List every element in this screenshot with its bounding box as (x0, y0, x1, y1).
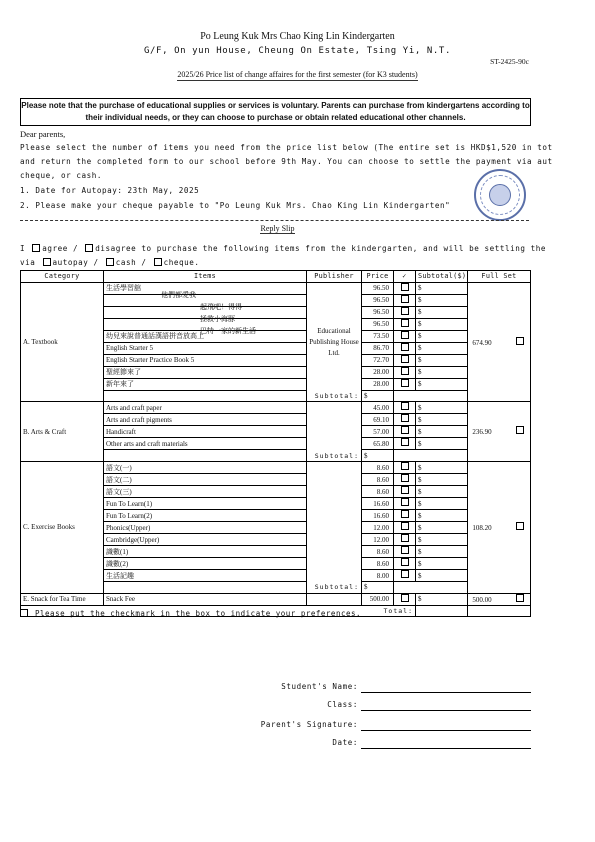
group-subtotal-cell[interactable]: $ (362, 582, 394, 594)
publisher-cell (307, 593, 362, 605)
price-cell: 57.00 (362, 426, 394, 438)
price-cell: 16.60 (362, 510, 394, 522)
item-name-text: 生活記趣 (106, 571, 134, 580)
item-checkbox[interactable] (394, 282, 416, 294)
subtotal-cell[interactable]: $ (416, 593, 468, 605)
checkbox-icon (401, 402, 409, 410)
item-name-sub: 他們都愛我 (161, 291, 196, 300)
item-name (104, 462, 307, 474)
checkbox-icon (401, 355, 409, 363)
footnote (20, 609, 361, 618)
checkbox-icon (401, 438, 409, 446)
checkbox-icon (401, 331, 409, 339)
item-checkbox[interactable] (394, 570, 416, 582)
item-checkbox[interactable] (394, 294, 416, 306)
item-checkbox[interactable] (394, 414, 416, 426)
item-name (104, 486, 307, 498)
item-name (104, 534, 307, 546)
item-name (104, 570, 307, 582)
item-name-text: Other arts and craft materials (106, 439, 188, 448)
item-name-sub: 巴特一家的新生活 (200, 327, 256, 336)
subtotal-label: Subtotal: (104, 450, 362, 462)
checkbox-icon (401, 546, 409, 554)
price-cell: 500.00 (362, 593, 394, 605)
item-checkbox[interactable] (394, 378, 416, 390)
category-cell: C. Exercise Books (21, 462, 104, 594)
subtotal-label: Subtotal: (104, 582, 362, 594)
subtotal-cell[interactable]: $ (416, 306, 468, 318)
item-name (104, 354, 307, 366)
school-address: G/F, On yun House, Cheung On Estate, Tsing Yi, N.T. (144, 46, 451, 56)
price-list-title-text: 2025/26 Price list of change affaires for the first semester (for K3 students) (177, 70, 418, 79)
table-row (21, 593, 531, 605)
checkbox-icon (401, 522, 409, 530)
full-set-cell[interactable] (468, 593, 531, 605)
class-field[interactable] (361, 709, 531, 711)
price-cell: 28.00 (362, 378, 394, 390)
item-name (104, 378, 307, 390)
reply-slip-title-text: Reply Slip (260, 224, 295, 233)
item-name (104, 474, 307, 486)
group-subtotal-cell[interactable]: $ (362, 390, 394, 402)
subtotal-cell[interactable]: $ (416, 558, 468, 570)
item-checkbox[interactable] (394, 522, 416, 534)
item-name-text: 聖經節來了 (106, 368, 141, 377)
full-set-checkbox[interactable] (516, 426, 524, 434)
school-seal-icon (474, 169, 526, 221)
subtotal-cell[interactable]: $ (416, 438, 468, 450)
item-checkbox[interactable] (394, 462, 416, 474)
footnote-text: Please put the checkmark in the box to indicate your preferences. (35, 609, 362, 618)
item-name (104, 282, 307, 300)
date-label: Date: (332, 738, 358, 747)
price-table (20, 270, 531, 617)
cut-line (20, 220, 529, 221)
item-name (104, 426, 307, 438)
item-name-text: Cambridge(Upper) (106, 535, 160, 544)
price-cell: 8.60 (362, 462, 394, 474)
col-full-set: Full Set (468, 271, 531, 283)
voluntary-notice: Please note that the purchase of educational supplies or services is voluntary. Parents can purchase from kindergartens according to their individual needs, or they can choose to purchase or obtain related educational other channels. (20, 98, 531, 126)
price-cell: 12.00 (362, 534, 394, 546)
full-set-checkbox[interactable] (516, 522, 524, 530)
full-set-cell[interactable] (468, 282, 531, 402)
subtotal-cell[interactable]: $ (416, 426, 468, 438)
item-name-text: 生活學習舘 (106, 284, 141, 293)
item-name (104, 498, 307, 510)
price-cell: 96.50 (362, 294, 394, 306)
item-checkbox[interactable] (394, 426, 416, 438)
agree-checkbox[interactable] (32, 244, 40, 252)
price-cell: 8.60 (362, 558, 394, 570)
col-subtotal: Subtotal($) (416, 271, 468, 283)
checkbox-icon (401, 319, 409, 327)
item-checkbox[interactable] (394, 402, 416, 414)
price-cell: 8.00 (362, 570, 394, 582)
total-full-set-cell (468, 605, 531, 617)
autopay-date: 1. Date for Autopay: 23th May, 2025 (20, 186, 200, 195)
table-header-row (21, 271, 531, 283)
footnote-checkbox-icon (20, 609, 28, 617)
full-set-price: 236.90 (472, 428, 492, 437)
cheque-checkbox[interactable] (154, 258, 162, 266)
table-row (21, 402, 531, 414)
checkbox-icon (401, 474, 409, 482)
school-name: Po Leung Kuk Mrs Chao King Lin Kindergarten (200, 31, 395, 42)
price-list-title (0, 70, 595, 79)
document-code: ST-2425-90c (490, 57, 529, 66)
full-set-checkbox[interactable] (516, 594, 524, 602)
item-name-text: Fun To Learn(2) (106, 511, 153, 520)
letter-line-2: and return the completed form to our school before 9th May. You can choose to settle the payment via aut (20, 157, 553, 166)
price-cell: 28.00 (362, 366, 394, 378)
item-name (104, 294, 307, 312)
subtotal-cell[interactable]: $ (416, 342, 468, 354)
price-cell: 72.70 (362, 354, 394, 366)
cheque-payable: 2. Please make your cheque payable to "Po Leung Kuk Mrs. Chao King Lin Kindergarten" (20, 201, 451, 210)
checkbox-icon (401, 558, 409, 566)
checkbox-icon (401, 414, 409, 422)
subtotal-cell[interactable]: $ (416, 330, 468, 342)
subtotal-cell[interactable]: $ (416, 282, 468, 294)
item-name (104, 510, 307, 522)
category-cell: A. Textbook (21, 282, 104, 402)
item-name: Snack Fee (104, 593, 307, 605)
item-checkbox[interactable] (394, 306, 416, 318)
item-checkbox[interactable] (394, 498, 416, 510)
table-row (21, 462, 531, 474)
student-name-label: Student's Name: (281, 682, 358, 691)
item-name (104, 402, 307, 414)
item-name (104, 342, 307, 354)
price-cell: 96.50 (362, 282, 394, 294)
item-name-text: Phonics(Upper) (106, 523, 151, 532)
price-cell: 69.10 (362, 414, 394, 426)
checkbox-icon (401, 295, 409, 303)
price-cell: 16.60 (362, 498, 394, 510)
item-checkbox[interactable] (394, 486, 416, 498)
group-subtotal-cell[interactable]: $ (362, 450, 394, 462)
subtotal-cell[interactable]: $ (416, 318, 468, 330)
price-cell: 86.70 (362, 342, 394, 354)
item-name (104, 414, 307, 426)
via-label: via (20, 258, 36, 267)
subtotal-label: Subtotal: (104, 390, 362, 402)
item-name-text: 識數(1) (106, 547, 129, 556)
subtotal-cell[interactable]: $ (416, 522, 468, 534)
total-label: Total: (362, 605, 416, 617)
publisher-cell: Educational Publishing House Ltd. (307, 282, 362, 402)
checkbox-icon (401, 379, 409, 387)
item-name-text: English Starter Practice Book 5 (106, 356, 195, 365)
col-publisher: Publisher (307, 271, 362, 283)
item-name-text: 新年來了 (106, 380, 134, 389)
total-cell[interactable] (416, 605, 468, 617)
item-name-text: Handicraft (106, 427, 136, 436)
table-row (21, 282, 531, 294)
item-checkbox[interactable] (394, 354, 416, 366)
subtotal-cell[interactable]: $ (416, 486, 468, 498)
cash-label: cash / (115, 258, 147, 267)
publisher-cell (307, 462, 362, 594)
item-name-text: English Starter 5 (106, 344, 154, 353)
item-checkbox[interactable] (394, 438, 416, 450)
category-cell: E. Snack for Tea Time (21, 593, 104, 605)
subtotal-cell[interactable]: $ (416, 402, 468, 414)
price-cell: 8.60 (362, 474, 394, 486)
agree-label: agree / (42, 244, 79, 253)
autopay-checkbox[interactable] (43, 258, 51, 266)
cheque-label: cheque. (163, 258, 200, 267)
price-cell: 8.60 (362, 546, 394, 558)
item-name-text: Fun To Learn(1) (106, 499, 153, 508)
price-cell: 96.50 (362, 318, 394, 330)
checkbox-icon (401, 594, 409, 602)
student-name-field[interactable] (361, 691, 531, 693)
price-cell: 12.00 (362, 522, 394, 534)
item-name-text: 語文(一) (106, 463, 132, 472)
col-price: Price (362, 271, 394, 283)
agreement-line (20, 244, 546, 253)
full-set-checkbox[interactable] (516, 337, 524, 345)
reply-slip-title (0, 224, 555, 233)
price-cell: 8.60 (362, 486, 394, 498)
checkbox-icon (401, 510, 409, 518)
checkbox-icon (401, 486, 409, 494)
item-checkbox[interactable] (394, 593, 416, 605)
checkbox-icon (401, 307, 409, 315)
col-category: Category (21, 271, 104, 283)
agreement-i: I (20, 244, 26, 253)
item-name (104, 522, 307, 534)
item-checkbox[interactable] (394, 534, 416, 546)
subtotal-cell[interactable]: $ (416, 462, 468, 474)
item-name-sub: 拯救小海豚 (200, 315, 235, 324)
item-checkbox[interactable] (394, 474, 416, 486)
subtotal-cell[interactable]: $ (416, 378, 468, 390)
subtotal-cell[interactable]: $ (416, 474, 468, 486)
subtotal-cell[interactable]: $ (416, 510, 468, 522)
col-items: Items (104, 271, 307, 283)
price-cell: 73.50 (362, 330, 394, 342)
checkbox-icon (401, 426, 409, 434)
checkbox-icon (401, 570, 409, 578)
letter-line-1: Please select the number of items you need from the price list below (The entire set is HKD$1,520 in tot (20, 143, 553, 152)
item-name-text: Arts and craft paper (106, 403, 162, 412)
subtotal-cell[interactable]: $ (416, 498, 468, 510)
price-cell: 96.50 (362, 306, 394, 318)
item-name-text: 語文(二) (106, 475, 132, 484)
item-checkbox[interactable] (394, 546, 416, 558)
item-name-text: 幼兒來說普通話漢語拼音放高上 (106, 332, 204, 341)
parent-signature-field[interactable] (361, 729, 531, 731)
item-checkbox[interactable] (394, 510, 416, 522)
autopay-label: autopay / (52, 258, 99, 267)
item-name (104, 366, 307, 378)
disagree-label: disagree to purchase the following items from the kindergarten, and will be settling the (95, 244, 546, 253)
subtotal-cell[interactable]: $ (416, 354, 468, 366)
greeting: Dear parents, (20, 129, 66, 139)
full-set-cell[interactable] (468, 462, 531, 594)
full-set-price: 108.20 (472, 523, 492, 532)
subtotal-cell[interactable]: $ (416, 546, 468, 558)
item-name (104, 438, 307, 450)
item-checkbox[interactable] (394, 366, 416, 378)
price-cell: 45.00 (362, 402, 394, 414)
date-field[interactable] (361, 747, 531, 749)
subtotal-cell[interactable]: $ (416, 366, 468, 378)
full-set-price: 674.90 (472, 338, 492, 347)
item-name-text: 識數(2) (106, 559, 129, 568)
subtotal-cell[interactable]: $ (416, 570, 468, 582)
checkbox-icon (401, 343, 409, 351)
item-name-text: Arts and craft pigments (106, 415, 172, 424)
cash-checkbox[interactable] (106, 258, 114, 266)
item-name (104, 558, 307, 570)
item-checkbox[interactable] (394, 318, 416, 330)
subtotal-cell[interactable]: $ (416, 534, 468, 546)
item-checkbox[interactable] (394, 330, 416, 342)
checkbox-icon (401, 534, 409, 542)
item-checkbox[interactable] (394, 342, 416, 354)
class-label: Class: (327, 700, 358, 709)
disagree-checkbox[interactable] (85, 244, 93, 252)
subtotal-cell[interactable]: $ (416, 414, 468, 426)
parent-signature-label: Parent's Signature: (260, 720, 358, 729)
checkbox-icon (401, 283, 409, 291)
subtotal-cell[interactable]: $ (416, 294, 468, 306)
payment-method-line (20, 258, 199, 267)
checkbox-icon (401, 498, 409, 506)
price-cell: 65.80 (362, 438, 394, 450)
item-name-text: 語文(三) (106, 487, 132, 496)
full-set-price: 500.00 (472, 595, 492, 604)
category-cell: B. Arts & Craft (21, 402, 104, 462)
checkbox-icon (401, 367, 409, 375)
item-name (104, 546, 307, 558)
full-set-cell[interactable] (468, 402, 531, 462)
letter-line-3: cheque, or cash. (20, 171, 102, 180)
item-checkbox[interactable] (394, 558, 416, 570)
item-name-sub: 起飛吧！得得 (200, 303, 242, 312)
checkbox-icon (401, 462, 409, 470)
col-check: ✓ (394, 271, 416, 283)
